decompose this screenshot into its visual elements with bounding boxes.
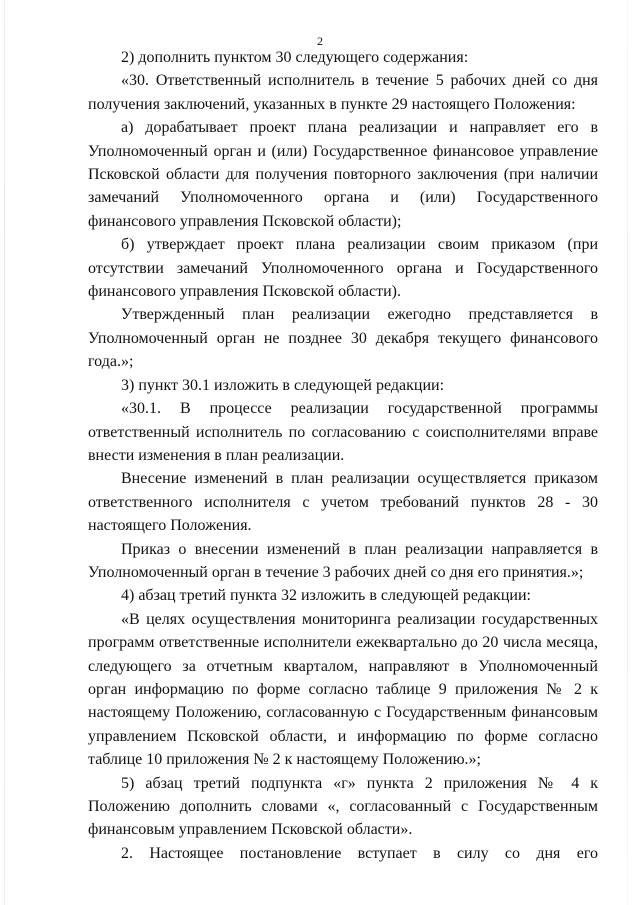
paragraph: Внесение изменений в план реализации осуществляется приказом ответственного исполнителя с учетом требований пунктов 28 - 30 настоящего Положения. — [88, 470, 598, 535]
paragraph: 3) пункт 30.1 изложить в следующей редакции: — [121, 376, 445, 394]
scan-edge — [627, 0, 628, 905]
paragraph: 2) дополнить пунктом 30 следующего содержания: — [121, 49, 469, 66]
paragraph: «В целях осуществления мониторинга реализации государственных программ ответственные исполнители ежеквартально до 20 числа месяца, следующего за отчетным кварталом, направляют в Уполномоченный орган информацию по форме согласно таблице 9 приложения № 2 к настоящему Положению, согласованную с Государственным финансовым управлением Псковской области, и информацию по форме согласно таблице 10 приложения № 2 к настоящему Положению.»; — [88, 610, 598, 769]
paragraph: 5) абзац третий подпункта «г» пункта 2 приложения № 4 к Положению дополнить словами «, согласованный с Государственным финансовым управлением Псковской области». — [88, 774, 598, 839]
scan-edge — [4, 0, 5, 905]
document-body — [88, 46, 598, 865]
paragraph: 4) абзац третий пункта 32 изложить в следующей редакции: — [121, 587, 531, 605]
paragraph: Приказ о внесении изменений в план реализации направляется в Уполномоченный орган в течение 3 рабочих дней со дня его принятия.»; — [88, 540, 598, 581]
paragraph: Утвержденный план реализации ежегодно представляется в Уполномоченный орган не позднее 30 декабря текущего финансового года.»; — [88, 306, 598, 371]
paragraph: «30.1. В процессе реализации государственной программы ответственный исполнитель по согласованию с соисполнителями вправе внести изменения в план реализации. — [88, 400, 598, 464]
paragraph: а) дорабатывает проект плана реализации и направляет его в Уполномоченный орган и (или) Государственное финансовое управление Псковской области для получения повторного заключения (при наличии замечаний Уполномоченного органа и (или) Государственного финансового управления Псковской области); — [88, 119, 598, 230]
page-number: 2 — [317, 34, 323, 48]
paragraph: б) утверждает проект плана реализации своим приказом (при отсутствии замечаний Уполномоченного органа и Государственного финансового управления Псковской области). — [88, 236, 598, 301]
paragraph: «30. Ответственный исполнитель в течение 5 рабочих дней со дня получения заключений, указанных в пункте 29 настоящего Положения: — [88, 72, 598, 113]
paragraph: 2. Настоящее постановление вступает в силу со дня его — [121, 844, 598, 862]
